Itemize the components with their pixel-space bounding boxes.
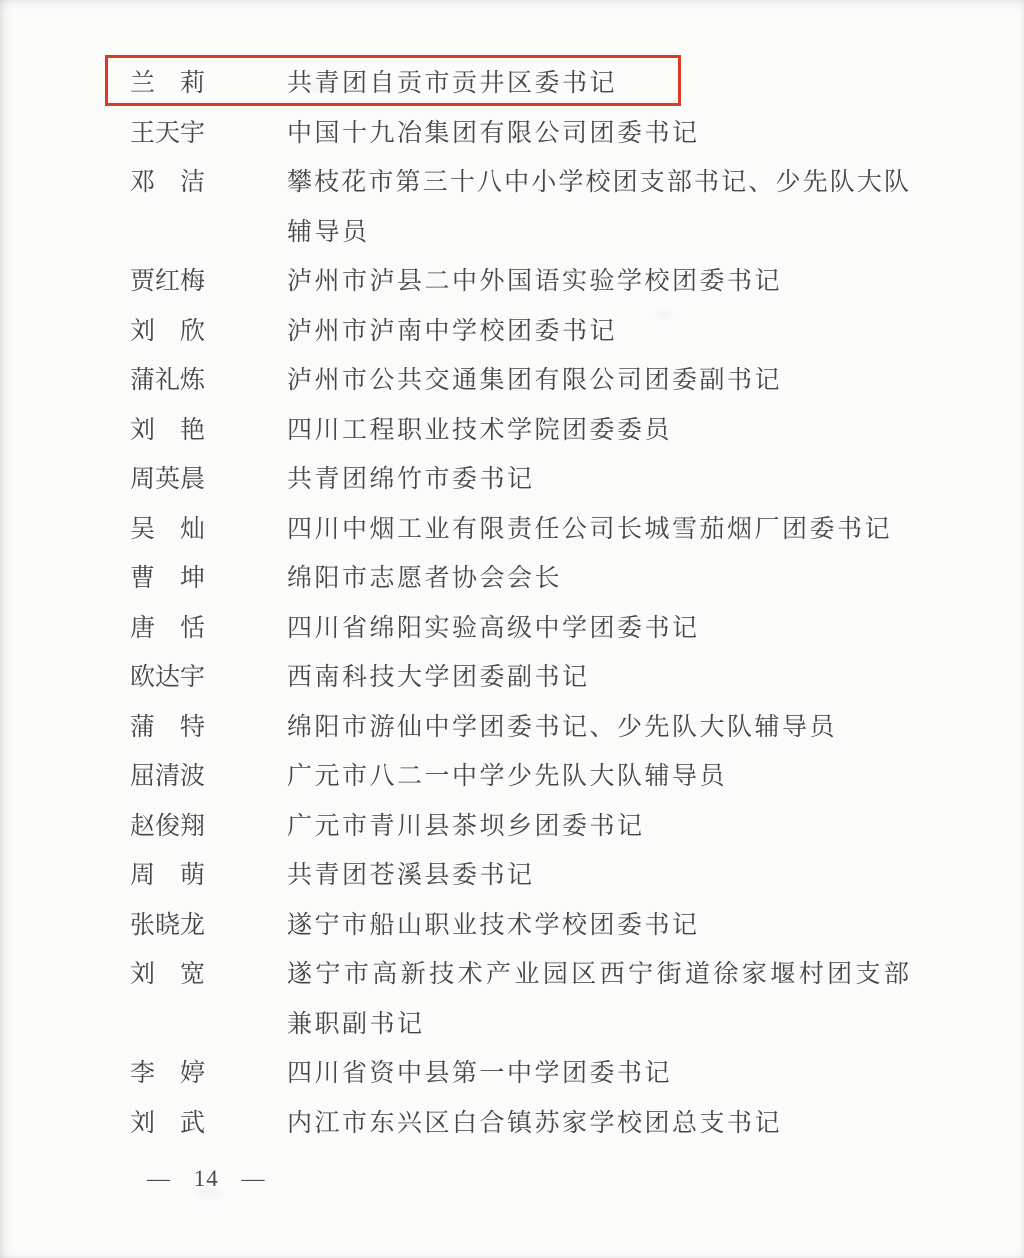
person-position <box>287 59 909 109</box>
person-name: 兰莉 <box>130 70 205 97</box>
list-item <box>130 59 930 109</box>
person-position <box>287 1049 909 1099</box>
list-item <box>130 703 930 753</box>
person-position <box>287 604 909 654</box>
list-item <box>130 554 930 604</box>
person-position <box>287 554 909 604</box>
position-line: 西南科技大学团委副书记 <box>287 664 590 691</box>
page-number: — 14 — <box>147 1166 266 1191</box>
position-line: 共青团自贡市贡井区委书记 <box>287 70 618 97</box>
position-line: 四川工程职业技术学院团委委员 <box>287 416 673 444</box>
person-name: 周英晨 <box>130 466 206 493</box>
position-line: 共青团苍溪县委书记 <box>287 862 535 889</box>
list-item <box>130 752 930 802</box>
list-item <box>130 158 930 257</box>
person-position <box>287 653 909 703</box>
position-line: 内江市东兴区白合镇苏家学校团总支书记 <box>287 1109 783 1137</box>
person-position <box>287 950 909 1049</box>
position-line: 泸州市泸县二中外国语实验学校团委书记 <box>287 268 783 295</box>
list-item <box>130 356 930 406</box>
list-item <box>130 257 930 307</box>
person-name: 刘欣 <box>130 317 205 345</box>
position-line: 遂宁市船山职业技术学校团委书记 <box>287 911 700 939</box>
person-name: 周萌 <box>130 862 205 889</box>
person-name: 刘宽 <box>130 961 205 988</box>
list-item <box>130 851 930 901</box>
person-position <box>287 455 909 505</box>
person-position <box>287 406 909 456</box>
person-name: 吴灿 <box>130 515 205 543</box>
person-position <box>287 307 909 357</box>
list-item <box>130 802 930 852</box>
position-line: 四川中烟工业有限责任公司长城雪茄烟厂团委书记 <box>287 515 893 543</box>
roster <box>130 59 930 1148</box>
person-name: 刘艳 <box>130 416 205 444</box>
person-name: 屈清波 <box>130 763 206 790</box>
position-line: 泸州市泸南中学校团委书记 <box>287 317 618 345</box>
person-position <box>287 1099 909 1149</box>
person-position <box>287 257 909 307</box>
position-line: 遂宁市高新技术产业园区西宁街道徐家堰村团支部 <box>287 961 909 988</box>
person-name: 曹坤 <box>130 565 205 592</box>
person-position <box>287 505 909 555</box>
list-item <box>130 1049 930 1099</box>
person-name: 赵俊翔 <box>130 812 206 840</box>
position-line: 辅导员 <box>287 218 370 246</box>
person-position <box>287 851 909 901</box>
person-name: 贾红梅 <box>130 268 206 295</box>
person-name: 刘武 <box>130 1109 205 1137</box>
person-name: 蒲特 <box>130 713 205 741</box>
list-item <box>130 109 930 159</box>
list-item <box>130 1099 930 1149</box>
person-position <box>287 901 909 951</box>
person-name: 张晓龙 <box>130 911 206 939</box>
person-position <box>287 752 909 802</box>
person-name: 蒲礼炼 <box>130 367 206 394</box>
list-item <box>130 455 930 505</box>
position-line: 四川省资中县第一中学团委书记 <box>287 1060 673 1087</box>
position-line: 攀枝花市第三十八中小学校团支部书记、少先队大队 <box>287 169 909 196</box>
list-item <box>130 950 930 1049</box>
position-line: 共青团绵竹市委书记 <box>287 466 535 493</box>
list-item <box>130 653 930 703</box>
position-line: 绵阳市志愿者协会会长 <box>287 565 563 592</box>
position-line: 中国十九冶集团有限公司团委书记 <box>287 119 700 147</box>
position-line: 绵阳市游仙中学团委书记、少先队大队辅导员 <box>287 713 838 741</box>
position-line: 兼职副书记 <box>287 1010 425 1038</box>
list-item <box>130 505 930 555</box>
person-position <box>287 356 909 406</box>
person-name: 欧达宇 <box>130 664 206 691</box>
position-line: 广元市青川县茶坝乡团委书记 <box>287 812 645 840</box>
person-name: 王天宇 <box>130 119 206 147</box>
list-item <box>130 901 930 951</box>
person-position <box>287 802 909 852</box>
person-position <box>287 109 909 159</box>
list-item <box>130 307 930 357</box>
person-position <box>287 703 909 753</box>
person-name: 李婷 <box>130 1060 205 1087</box>
list-item <box>130 604 930 654</box>
person-name: 邓洁 <box>130 169 205 196</box>
position-line: 四川省绵阳实验高级中学团委书记 <box>287 614 700 642</box>
person-position <box>287 158 909 257</box>
person-name: 唐恬 <box>130 614 205 642</box>
position-line: 广元市八二一中学少先队大队辅导员 <box>287 763 728 790</box>
position-line: 泸州市公共交通集团有限公司团委副书记 <box>287 367 783 394</box>
list-item <box>130 406 930 456</box>
